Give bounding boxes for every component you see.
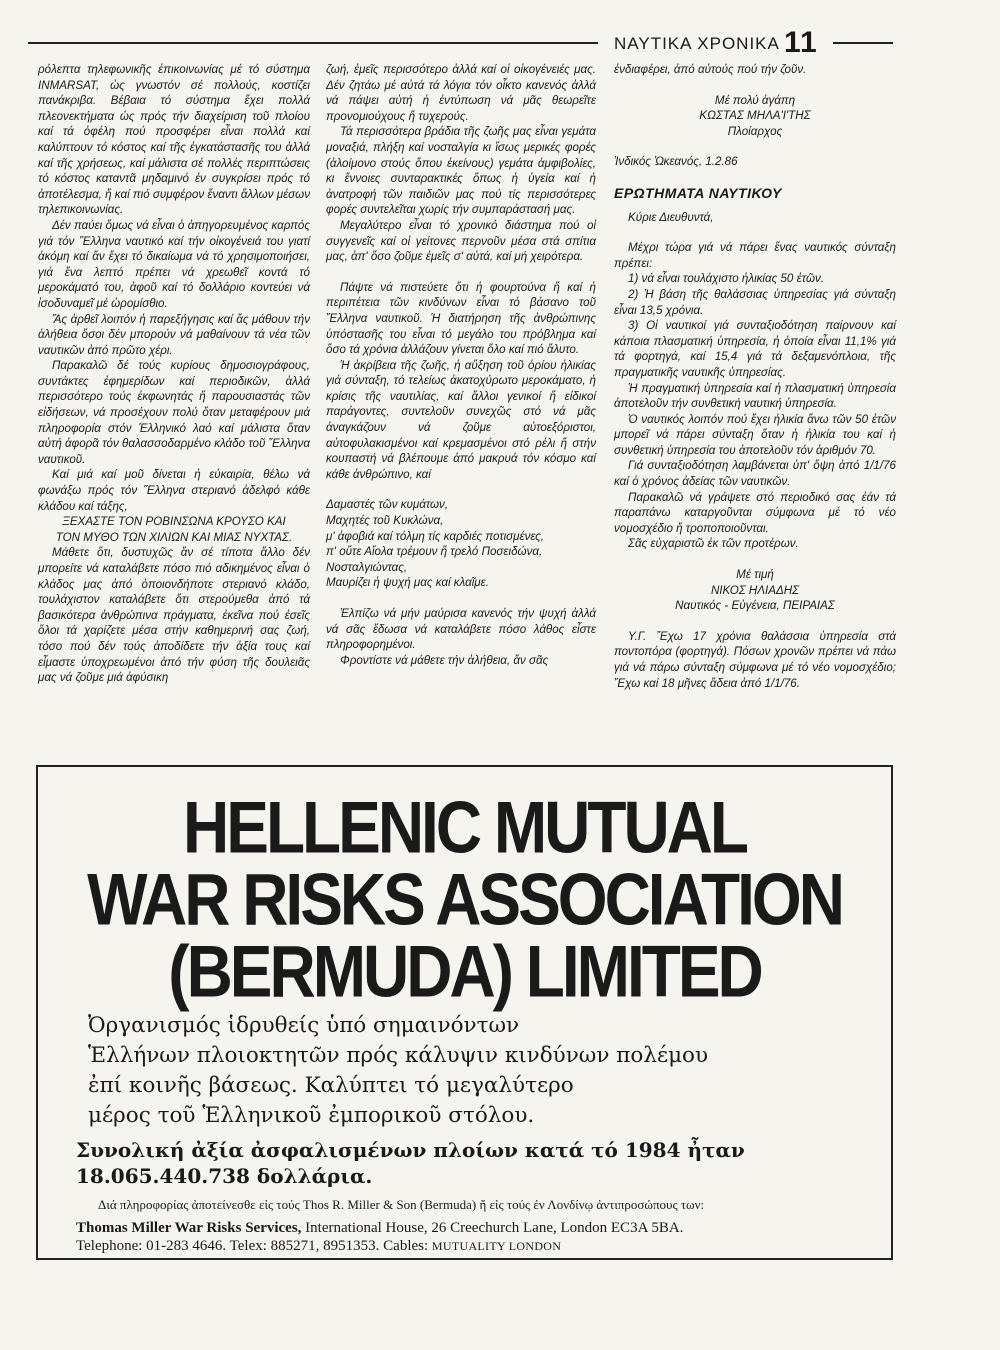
poem-line: Μαχητές τοῦ Κυκλώνα, [326,514,444,528]
paragraph: Φροντίστε νά μάθετε τήν ἀλήθεια, ἄν σᾶς [340,653,549,667]
ad-description [88,1011,868,1131]
caps-line: ΞΕΧΑΣΤΕ ΤΟΝ ΡΟΒΙΝΣΩΝΑ ΚΡΟΥΣΟ ΚΑΙ [62,515,286,529]
ad-phone-line [76,1237,876,1255]
salutation: Κύριε Διευθυντά, [628,210,714,224]
ad-title-line: WAR RISKS ASSOCIATION [87,857,842,941]
poem-line: Μαυρίζει ἡ ψυχή μας καί κλαῖμε. [326,576,489,590]
paragraph: Σᾶς εὐχαριστῶ ἐκ τῶν προτέρων. [628,537,799,551]
ad-desc-line: Ὀργανισμός ἱδρυθείς ὑπό σημαινόντων [88,1013,520,1038]
signer-name: ΝΙΚΟΣ ΗΛΙΑΔΗΣ [710,583,800,597]
article-column-3 [614,62,896,690]
ad-desc-line: Ἑλλήνων πλοιοκτητῶν πρός κάλυψιν κινδύνων πολέμου [88,1043,709,1068]
ad-contact [76,1219,876,1255]
poem-line: Δαμαστές τῶν κυμάτων, [326,498,449,512]
paragraph: Ἡ ἀκρίβεια τῆς ζωῆς, ἡ αὔξηση τοῦ ὁρίου ἡλικίας γιά σύνταξη, τό τελείως ἀκατοχύρωτο μεροκάματο, ἡ κρίσις τῆς ναυτιλίας, καί ἄλλοι γενικοί ἤ εἰδικοί παράγοντες, συντελοῦν συνεχῶς στό νά μᾶς ἀναγκάζουν νά ζοῦμε αὐτοεξόριστοι, αὐτοφυλακισμένοι καί κρεμασμένοι στό ρέλι ἤ στήν κουπαστή νά βλέπουμε ἀπό μακρυά τόν κόσμο καί κάθε ἀνθρώπινο, καί [326,358,596,481]
paragraph: Τά περισσότερα βράδια τῆς ζωῆς μας εἶναι γεμάτα μοναξιά, πλήξη καί νοσταλγία κι ἴσως μερικές φορές (ἀλοίμονο στούς ὅπου ἐκείνους) γεμάτα ἀμφιβολίες, κι ἔννοιες συνταρακτικές ὅπως ἡ ὑγεία καί ἡ ἀνατροφή τῶν παιδιῶν μας πού τίς περισσότερες φορές συντελεῖται χωρίς τήν συμπαράστασή μας. [326,125,596,217]
article-column-1 [38,62,310,762]
article-column-2 [326,62,596,762]
ad-insured-value [76,1137,866,1189]
paragraph: 1) νά εἶναι τουλάχιστο ἡλικίας 50 ἐτῶν. [628,272,825,286]
poem-line: μ' ἀφοβιά καί τόλμη τίς καρδιές ποτισμένες, [326,529,545,543]
paragraph: 3) Οἱ ναυτικοί γιά συνταξιοδότηση παίρνουν καί κάποια πλασματική ὑπηρεσία, ἡ ὁποία εἶναι 11,1% γιά τά φορτηγά, καί 15,4 γιά τά δεξαμενόπλοια, τῆς πραγματικῆς ναυτικῆς ὑπηρεσίας. [614,319,896,379]
place-date: Ἰνδικός Ὠκεανός, 1.2.86 [614,155,738,169]
paragraph: Γιά συνταξιοδότηση λαμβάνεται ὑπ' ὄψη ἀπό 1/1/76 καί ὁ χρόνος ἀδείας τῶν ναυτικῶν. [614,459,896,489]
paragraph: ἐνδιαφέρει, ἀπό αὐτούς πού τήν ζοῦν. [614,63,807,76]
paragraph: Παρακαλῶ νά γράψετε στό περιοδικό σας ἐάν τά παραπάνω καταργοῦνται σύμφωνα μέ τό νέο νομοσχέδιο ἤ τροποποιοῦνται. [614,490,896,535]
header-rule-left [28,42,598,44]
page-number: 11 [784,26,818,59]
header-rule-right [833,42,893,44]
paragraph: ρόλεπτα τηλεφωνικῆς ἐπικοινωνίας μέ τό σύστημα INMARSAT, ὡς γνωστόν σέ πολλούς, κοστίζει πανάκριβα. Βέβαια τό σύστημα ἔχει πολλά πλεονεκτήματα ὡς πρός τήν διαχείριση τοῦ πλοίου καί τά ὀφέλη πού προσφέρει εἶναι πολλά καί καλύπτουν τό κόστος καί τῆς ἐγκατάστασῆς του ἀλλά καί τῆς χρήσεως, καί μάλιστα σέ πολλές περιπτώσεις τό κόστος καταντᾶ μηδαμινό ἐν συγκρίσει πρός τό ἀποτέλεσμα, ἤ καί πιό συμφέρον ἔναντι ἄλλων μέσων τηλεπικοινωνίας. [38,63,310,217]
ad-info-line: Διά πληροφορίας ἀποτείνεσθε εἰς τούς Thos R. Miller & Son (Bermuda) ἤ εἰς τούς ἐν Λονδίνῳ ἀντιπροσώπους των: [98,1197,705,1212]
paragraph: Μάθετε ὅτι, δυστυχῶς ἄν σέ τίποτα ἄλλο δέν μπορείτε νά καταλάβετε πόσο πιό αδικημένος εἶναι ὁ κλάδος μας ἀπό ὁποιονδήποτε στεριανό κλάδο, τουλάχιστον καταλάβετε ὅτι στερούμεθα ἀπό τά βασικότερα ἀνθρώπινα πράγματα, ἐκεῖνα πού ἐσεῖς ὅλοι τά χαρίζετε μέσα στήν καθημερινή σας ζωή, τόσο πού δέν τούς ἀποδίδετε τήν ἀξία τους καί εἶμαστε ὑποχρεωμένοι ἀπό τήν φύση τῆς δουλειᾶς μας νά ζοῦμε μιά ἀφύσικη [38,546,310,685]
cables-address: MUTUALITY LONDON [431,1239,562,1253]
ad-title-line: HELLENIC MUTUAL [183,785,746,869]
ad-desc-line: ἐπί κοινῆς βάσεως. Καλύπτει τό μεγαλύτερο [88,1073,574,1098]
section-heading: ΕΡΩΤΗΜΑΤΑ ΝΑΥΤΙΚΟΥ [614,184,782,201]
paragraph: Καί μιά καί μοῦ δίνεται ἡ εὐκαιρία, θέλω νά φωνάξω πρός τόν Ἕλληνα στεριανό ἀδελφό κάθε κλάδου καί τάξης, [38,468,310,513]
poem-line: Νοσταλγιώντας, [326,560,408,574]
caps-line: ΤΟΝ ΜΥΘΟ ΤΩΝ ΧΙΛΙΩΝ ΚΑΙ ΜΙΑΣ ΝΥΧΤΑΣ. [55,530,293,544]
paragraph: Ἡ πραγματική ὑπηρεσία καί ἡ πλασματική ὑπηρεσία ἀποτελοῦν τήν συνθετική ναυτική ὑπηρεσία. [614,381,896,411]
advertisement-box [36,765,893,1260]
paragraph: Παρακαλῶ δέ τούς κυρίους δημοσιογράφους, συντάκτες ἐφημερίδων καί περιοδικῶν, ἀλλά περισσότερο τούς ἐκφωνητάς ἤ παρουσιαστάς τῶν εἰδήσεων, νά προσέχουν πολύ ὅταν μεταφέρουν μιά πληροφορία στόν Ἑλληνικό λαό καί μάλιστα ὅταν αὐτή ἀφορᾶ τόν θαλασσοδαρμένο κλάδο τοῦ Ἕλληνα ναυτικοῦ. [38,359,310,466]
paragraph: Ἐλπίζω νά μήν μαύρισα κανενός τήν ψυχή ἀλλά νά σᾶς ἔδωσα νά καταλάβετε πόσο λάθος εἶστε πληροφορημένοι. [326,607,596,652]
paragraph: Ἄς ἀρθεῖ λοιπόν ἡ παρεξήγησις καί ἄς μάθουν τήν ἀλήθεια ὅσοι δέν μπορούν νά μαθαίνουν τά νέα τῶν ναυτικῶν ἀπό πρῶτο χέρι. [38,312,310,357]
phone-telex: Telephone: 01-283 4646. Telex: 885271, 8951353. Cables: [76,1238,432,1254]
signer-title: Πλοίαρχος [727,124,783,138]
ad-address-line [76,1219,876,1237]
letter-closing: Μέ πολύ ἀγάπη [714,93,796,107]
paragraph: Μεγαλύτερο εἶναι τό χρονικό διάστημα πού οἱ συγγενεῖς καί οἱ γείτονες περνοῦν μέσα στά σπίτια μας, ἀπ' ὅσο ζοῦμε ἐμεῖς σ' αὐτά, καί μή χειρότερα. [326,218,596,264]
company-name: Thomas Miller War Risks Services, [76,1220,302,1236]
company-address: International House, 26 Creechurch Lane, London EC3A 5BA. [301,1220,684,1236]
paragraph: 2) Ἡ βάση τῆς θαλάσσιας ὑπηρεσίας γιά σύνταξη εἶναι 13,5 χρόνια. [614,287,896,317]
poem-line: π' οὔτε Αἴολα τρέμουν ἤ τρελό Ποσειδώνα, [326,545,543,559]
paragraph: Μέχρι τώρα γιά νά πάρει ἕνας ναυτικός σύνταξη πρέπει: [614,241,896,270]
ad-value-line: Συνολική ἀξία ἀσφαλισμένων πλοίων κατά τό 1984 ἦταν [76,1138,745,1162]
letter-closing: Μέ τιμή [736,568,774,582]
postscript: Υ.Γ. Ἔχω 17 χρόνια θαλάσσια ὑπηρεσία στά ποντοπόρα (φορτηγά). Πόσων χρονῶν πρέπει νά πάω γιά νά πάρω σύνταξη σύμφωνα μέ τό νέο νομοσχέδιο; Ἔχω καί 18 μῆνες ἄδεια ἀπό 1/1/76. [614,629,896,690]
ad-value-line: 18.065.440.738 δολλάρια. [76,1164,373,1188]
ad-title-line: (BERMUDA) LIMITED [168,929,761,1013]
paragraph: ζωή, ἐμεῖς περισσότερο ἀλλά καί οἱ οἰκογένειές μας. Δέν ζητάω μέ αὐτά τά λόγια τόν οἶκτο κανενός ἀλλά νά πάψει αὐτή ἡ ἐντύπωση νά μᾶς θεωρεῖτε προνομιούχους ἤ τυχερούς. [326,63,596,123]
ad-desc-line: μέρος τοῦ Ἑλληνικοῦ ἐμπορικοῦ στόλου. [88,1103,535,1128]
magazine-title: ΝΑΥΤΙΚΑ ΧΡΟΝΙΚΑ [614,34,780,53]
paragraph: Ὁ ναυτικός λοιπόν πού ἔχει ἡλικία ἄνω τῶν 50 ἐτῶν μπορεῖ νά πάρει σύνταξη ὅταν ἡ ἡλικία του καί ἡ συνθετική ὑπηρεσία του ἀποτελοῦν τόν ἀριθμόν 70. [614,412,896,457]
signer-place: Ναυτικός - Εὐγένεια, ΠΕΙΡΑΙΑΣ [675,599,835,613]
paragraph: Πάψτε νά πιστεύετε ὅτι ἡ φουρτούνα ἤ καί ἡ περιπέτεια τῶν κινδύνων εἶναι τό βάσανο τοῦ Ἕλληνα ναυτικοῦ. Ἡ διατήρηση τῆς ἀνθρώπινης ὑπόστασῆς του εἶναι τό μεγάλο του πρόβλημα καί ὅσο τά χρόνια ἀλλάζουν γίνεται ὅλο καί πιό ἄλυτο. [326,280,596,357]
signer-name: ΚΩΣΤΑΣ ΜΗΛΑ'Ι'ΤΗΣ [699,109,811,123]
paragraph: Δέν παύει ὅμως νά εἶναι ὁ ἀπηγορευμένος καρπός γιά τόν Ἕλληνα ναυτικό καί τήν οἰκογένειά του γιατί ἀκόμη καί ἄν ἔχει τό δικαίωμα νά τό χρησιμοποιήσει, γιά ἕνα λεπτό πρέπει νά χρεωθεῖ κοντά τό μεροκάματό του, ἀφοῦ καί τό δολλάριο κοντεύει νά ἰσοδυναμεῖ μέ ὡρομίσθιο. [38,218,310,310]
